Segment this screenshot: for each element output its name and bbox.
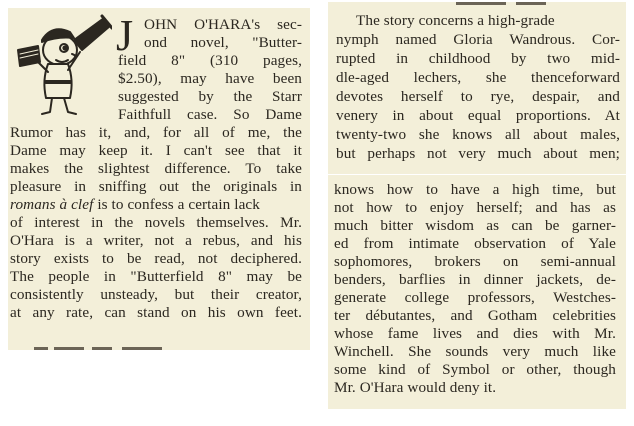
text-line: The people in "Butterfield 8" may be [10,268,302,285]
text-line: of interest in the novels themselves. Mr. [10,214,302,231]
italic-phrase: romans à clef [10,196,94,213]
drop-cap: J [116,11,134,60]
text-line: pleasure in sniffing out the originals in [10,178,302,195]
text-line: The story concerns a high-grade [356,12,555,29]
text-line: $2.50), may have been [118,70,302,87]
text-line: Dame may keep it. I can't see that it [10,142,302,159]
text-line: consistently unsteady, but their creator, [10,286,302,303]
cut-off-text-fragment [336,2,616,10]
text-line: ed from intimate observation of Yale [334,235,616,252]
left-clipping [8,8,310,350]
text-line: makes the slightest difference. To take [10,160,302,177]
text-line: devotes herself to rye, despair, and [336,88,620,105]
text-line: Mr. O'Hara would deny it. [334,379,497,396]
text-line: whose fame lives and dies with Mr. [334,325,616,342]
text-line: rupted in childhood by two mid- [336,50,620,67]
text-line: Rumor has it, and, for all of me, the [10,124,302,141]
text-line: Faithfull case. So Dame [118,106,302,123]
text-line: generate college professors, Westches- [334,289,616,306]
text-line: OHN O'HARA's sec- [144,16,302,33]
right-bottom-clipping [328,175,626,409]
right-top-clipping [328,2,626,174]
text-line: some kind of Symbol or other, though [334,361,616,378]
text-line: but perhaps not very much about men; [336,145,620,162]
text-line: knows how to have a high time, but [334,181,616,198]
cut-off-text-fragment [30,345,290,350]
text-line: story exists to be read, not deciphered. [10,250,302,267]
text-line: field 8" (310 pages, [118,52,302,69]
text-line: O'Hara is a writer, not a rebus, and his [10,232,302,249]
text-line: at any rate, can stand on his own feet. [10,304,302,321]
text-line: Winchell. She sounds very much like [334,343,616,360]
text-line: twenty-two she knows all about males, [336,126,620,143]
cartoon-figure-icon [12,10,112,118]
text-line: ter débutantes, and Gotham celebrities [334,307,616,324]
text-line: suggested by the Starr [118,88,302,105]
text-line: benders, barflies in dinner jackets, de- [334,271,616,288]
text-line: venery in about equal proportions. At [336,107,620,124]
text-line: not how to enjoy herself; and has as [334,199,616,216]
text-line: much bitter wisdom as can be garner- [334,217,616,234]
text-line: dle-aged lechers, she thenceforward [336,69,620,86]
text-line: romans à clef is to confess a certain lack [10,196,260,213]
text-line: nymph named Gloria Wandrous. Cor- [336,31,620,48]
text-line: sophomores, brokers on semi-annual [334,253,616,270]
text-line: ond novel, "Butter- [144,34,302,51]
